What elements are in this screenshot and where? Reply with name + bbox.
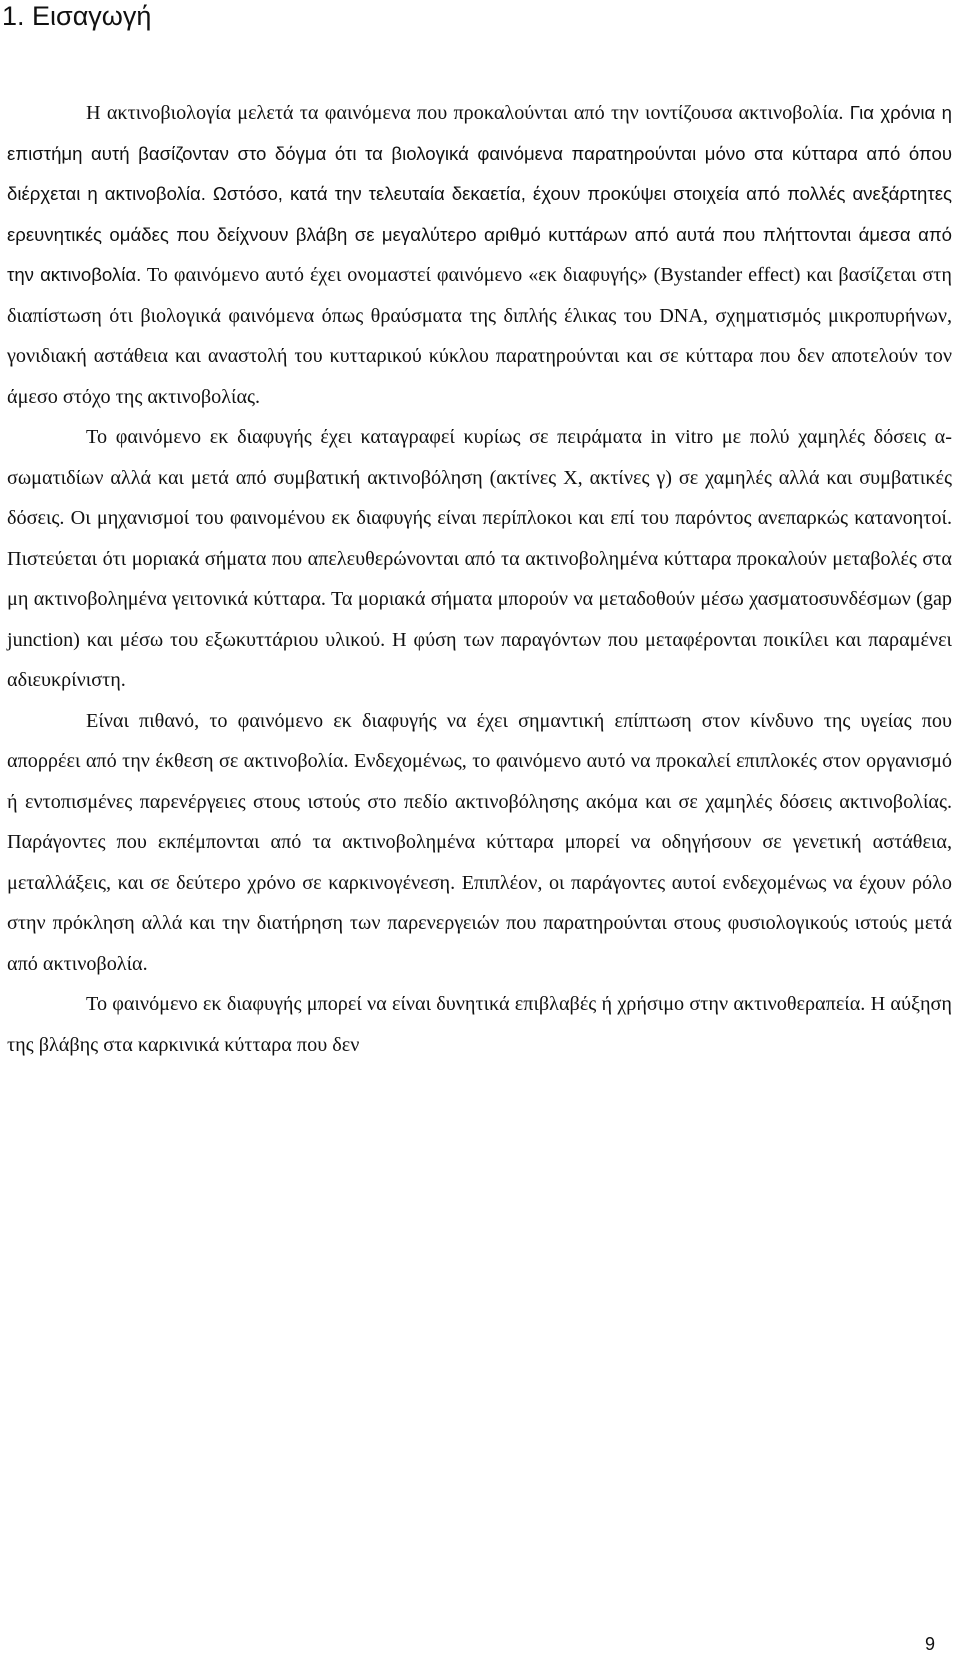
paragraph-radiotherapy <box>7 984 952 1065</box>
paragraph-mechanisms <box>7 417 952 701</box>
text-run: Το φαινόμενο εκ διαφυγής μπορεί να είναι δυνητικά επιβλαβές ή χρήσιμο στην ακτινοθεραπεία. Η αύξηση της βλάβης στα καρκινικά κύτταρα που δεν <box>7 993 952 1056</box>
paragraph-intro <box>7 93 952 417</box>
document-body <box>7 93 952 1065</box>
page-number: 9 <box>924 1634 935 1654</box>
paragraph-health-risk <box>7 701 952 985</box>
text-run: Η ακτινοβιολογία μελετά τα φαινόμενα που προκαλούνται από την ιοντίζουσα ακτινοβολία. <box>86 102 850 124</box>
text-run: Είναι πιθανό, το φαινόμενο εκ διαφυγής να έχει σημαντική επίπτωση στον κίνδυνο της υγείας που απορρέει από την έκθεση σε ακτινοβολία. Ενδεχομένως, το φαινόμενο αυτό να προκαλεί επιπλοκές στον οργανισμό ή εντοπισμένες παρενέργειες στους ιστούς στο πεδίο ακτινοβόλησης ακόμα και σε χαμηλές δόσεις ακτινοβολίας. Παράγοντες που εκπέμπονται από τα ακτινοβολημένα κύτταρα μπορεί να οδηγήσουν σε γενετική αστάθεια, μεταλλάξεις, και σε δεύτερο χρόνο σε καρκινογένεση. Επιπλέον, οι παράγοντες αυτοί ενδεχομένως να έχουν ρόλο στην πρόκληση αλλά και την διατήρηση των παρενεργειών που παρατηρούνται στους φυσιολογικούς ιστούς μετά από ακτινοβολία. <box>7 709 952 975</box>
text-run: Για χρόνια η επιστήμη αυτή βασίζονταν στο δόγμα ότι τα βιολογικά φαινόμενα παρατηρούνται μόνο στα κύτταρα από όπου διέρχεται η ακτινοβολία. Ωστόσο, κατά την τελευταία δεκαετία, έχουν προκύψει στοιχεία από πολλές ανεξάρτητες ερευνητικές ομάδες που δείχνουν βλάβη σε μεγαλύτερο αριθμό κυττάρων από αυτά που πλήττονται άμεσα από την ακτινοβολία. <box>7 102 953 285</box>
section-heading: 1. Εισαγωγή <box>2 1 152 31</box>
text-run: Το φαινόμενο εκ διαφυγής έχει καταγραφεί κυρίως σε πειράματα in vitro με πολύ χαμηλές δόσεις α-σωματιδίων αλλά και μετά από συμβατική ακτινοβόληση (ακτίνες Χ, ακτίνες γ) σε χαμηλές αλλά και συμβατικές δόσεις. Οι μηχανισμοί του φαινομένου εκ διαφυγής είναι περίπλοκοι και επί του παρόντος ανεπαρκώς κατανοητοί. Πιστεύεται ότι μοριακά σήματα που απελευθερώνονται από τα ακτινοβολημένα κύτταρα προκαλούν μεταβολές στα μη ακτινοβολημένα γειτονικά κύτταρα. Τα μοριακά σήματα μπορούν να μεταδοθούν μέσω χασματοσυνδέσμων (gap junction) και μέσω του εξωκυττάριου υλικού. Η φύση των παραγόντων που μεταφέρονται ποικίλει και παραμένει αδιευκρίνιστη. <box>7 426 952 691</box>
text-run: Το φαινόμενο αυτό έχει ονομαστεί φαινόμενο «εκ διαφυγής» (Bystander effect) και βασίζεται στη διαπίστωση ότι βιολογικά φαινόμενα όπως θραύσματα της διπλής έλικας του DNA, σχηματισμός μικροπυρήνων, γονιδιακή αστάθεια και αναστολή του κυτταρικού κύκλου παρατηρούνται και σε κύτταρα που δεν αποτελούν τον άμεσο στόχο της ακτινοβολίας. <box>7 264 952 408</box>
